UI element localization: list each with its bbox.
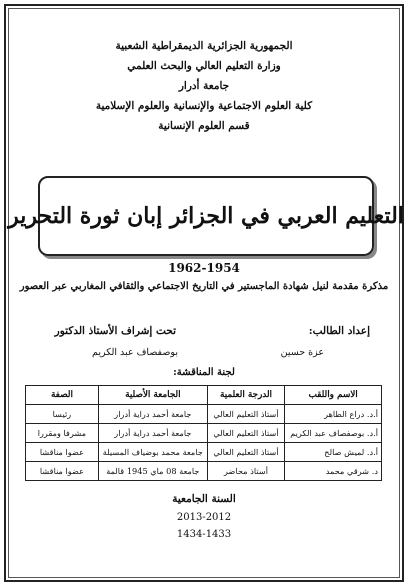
member-rank: أستاذ التعليم العالي — [207, 405, 284, 424]
member-university: جامعة محمد بوضياف المسيلة — [98, 443, 207, 462]
committee-title: لجنة المناقشة: — [173, 367, 235, 378]
academic-year-gregorian: 2013-2012 — [176, 512, 232, 523]
header-department: قسم العلوم الإنسانية — [158, 120, 250, 132]
header-university: الجامعة الأصلية — [98, 386, 207, 405]
member-role: عضوا مناقشا — [26, 462, 99, 481]
member-university: جامعة 08 ماي 1945 قالمة — [98, 462, 207, 481]
student-name: عزة حسين — [280, 347, 324, 358]
member-name: أ.د. دراع الطاهر — [285, 405, 382, 424]
student-label: إعداد الطالب: — [308, 325, 370, 337]
thesis-title: التعليم العربي في الجزائر إبان ثورة التحرير — [8, 203, 404, 229]
member-rank: أستاذ التعليم العالي — [207, 424, 284, 443]
member-rank: أستاذ التعليم العالي — [207, 443, 284, 462]
supervisor-label: تحت إشراف الأستاذ الدكتور — [54, 325, 176, 337]
committee-header-row — [26, 386, 382, 405]
title-frame — [8, 176, 404, 256]
academic-year-label: السنة الجامعية — [172, 493, 236, 505]
member-name: د. شرقي محمد — [285, 462, 382, 481]
member-role: مشرفا ومقررا — [26, 424, 99, 443]
table-row — [26, 443, 382, 462]
institution-header — [0, 36, 408, 136]
header-name: الاسم واللقب — [285, 386, 382, 405]
table-row — [26, 405, 382, 424]
member-name: أ.د. بوصفصاف عبد الكريم — [285, 424, 382, 443]
member-rank: أستاذ محاضر — [207, 462, 284, 481]
member-university: جامعة أحمد دراية أدرار — [98, 424, 207, 443]
member-role: رئيسا — [26, 405, 99, 424]
header-university: جامعة أدرار — [178, 80, 230, 92]
memo-description: مذكرة مقدمة لنيل شهادة الماجستير في التاريخ الاجتماعي والثقافي المغاربي عبر العصور — [19, 281, 389, 292]
member-university: جامعة أحمد دراية أدرار — [98, 405, 207, 424]
member-role: عضوا مناقشا — [26, 443, 99, 462]
table-row — [26, 424, 382, 443]
header-role: الصفة — [26, 386, 99, 405]
academic-year-hijri: 1434-1433 — [176, 529, 232, 540]
header-ministry: وزارة التعليم العالي والبحث العلمي — [127, 60, 281, 72]
header-republic: الجمهورية الجزائرية الديمقراطية الشعبية — [115, 40, 293, 52]
table-row — [26, 462, 382, 481]
supervisor-name: بوصفصاف عبد الكريم — [92, 347, 178, 358]
header-faculty: كلية العلوم الاجتماعية والإنسانية والعلوم الإسلامية — [95, 100, 313, 112]
member-name: أ.د. لميش صالح — [285, 443, 382, 462]
period-years: 1962-1954 — [168, 261, 240, 275]
header-rank: الدرجة العلمية — [207, 386, 284, 405]
committee-table — [25, 385, 382, 481]
